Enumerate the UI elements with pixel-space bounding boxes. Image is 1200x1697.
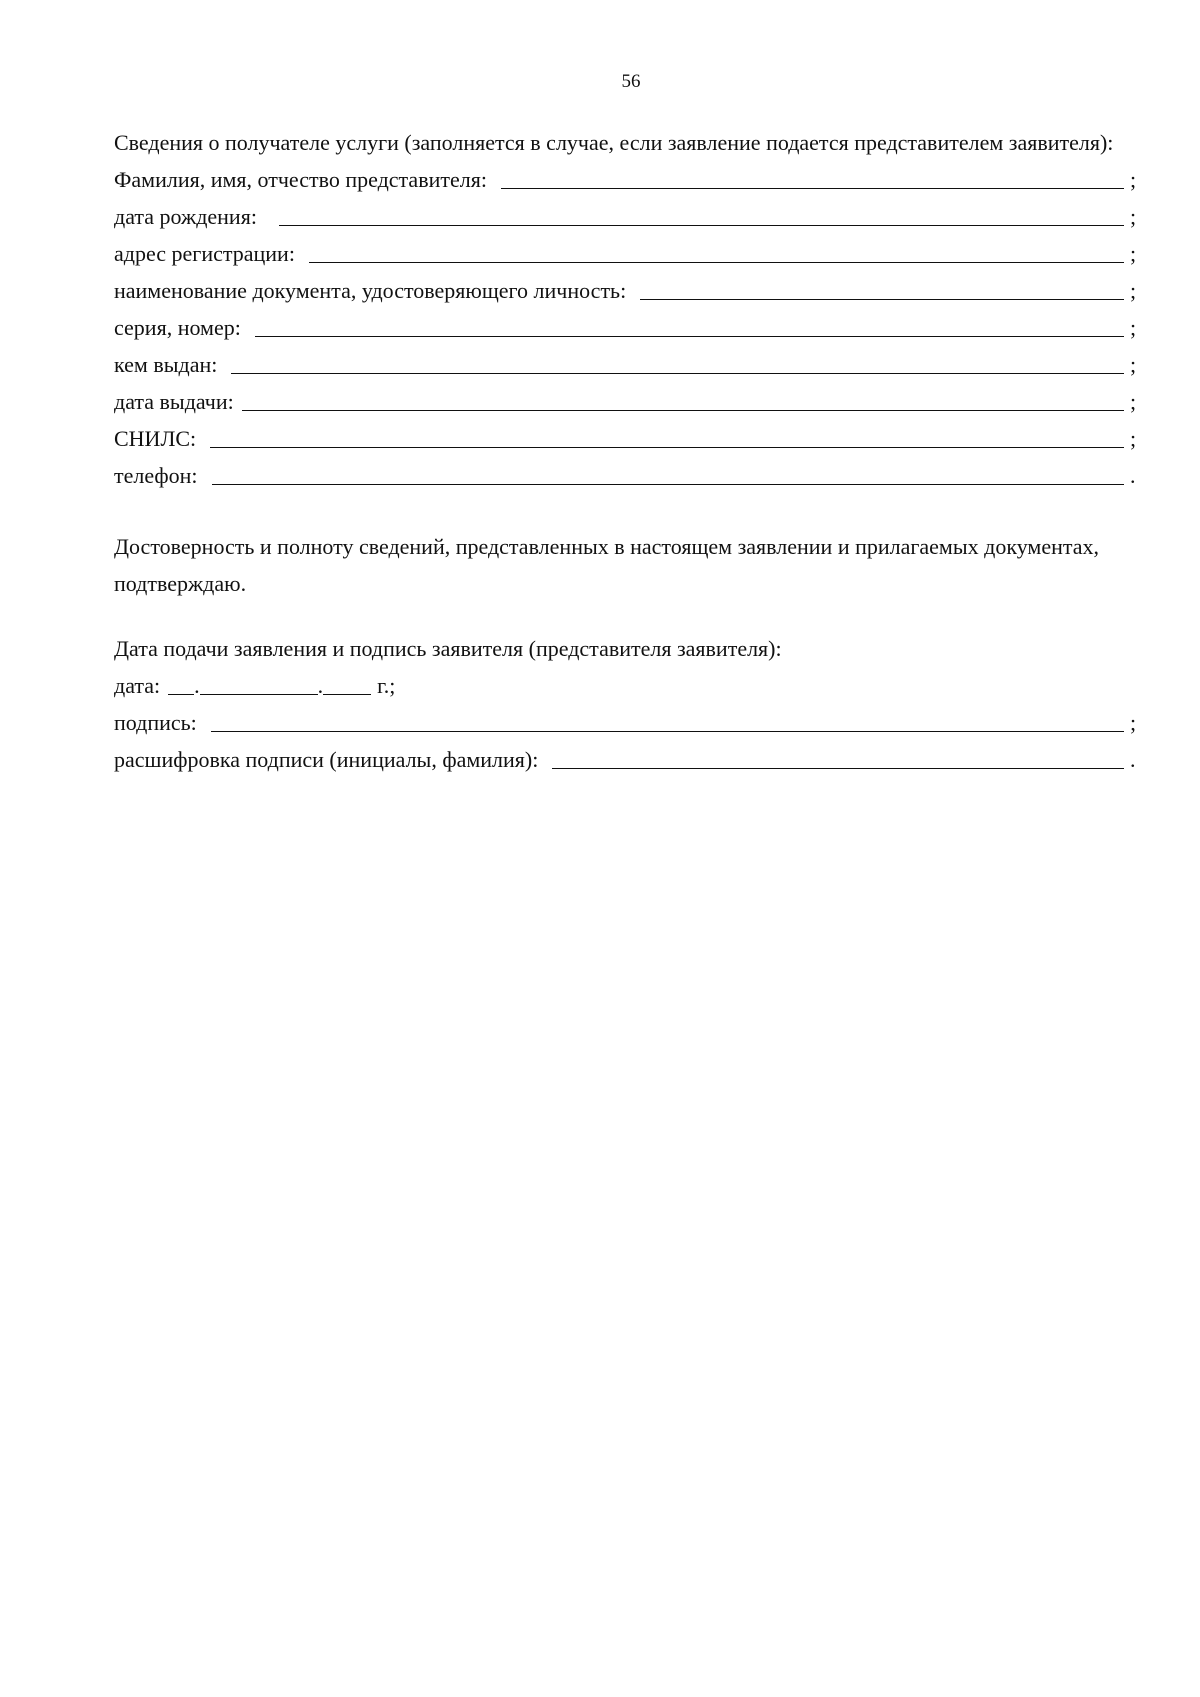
- confirmation-text: Достоверность и полноту сведений, представленных в настоящем заявлении и прилагаемых документах, подтверждаю.: [114, 534, 1100, 596]
- field-end: ;: [1130, 389, 1137, 414]
- date-month-field[interactable]: [200, 694, 318, 695]
- field-label: адрес регистрации:: [114, 241, 295, 266]
- field-issued-by: [114, 346, 1140, 383]
- field-label: дата выдачи:: [114, 389, 234, 414]
- date-suffix: г.;: [377, 673, 396, 698]
- field-label: СНИЛС:: [114, 426, 197, 451]
- date-year-field[interactable]: [323, 694, 371, 695]
- field-end: ;: [1130, 241, 1137, 266]
- field-label: телефон:: [114, 463, 198, 488]
- date-day-field[interactable]: [168, 694, 194, 695]
- field-issue-date: [114, 383, 1140, 420]
- issued-by-field[interactable]: [231, 373, 1124, 374]
- field-signature-decryption: [114, 741, 1140, 778]
- field-id-document: [114, 272, 1140, 309]
- page-number: 56: [621, 71, 641, 92]
- intro-text: Сведения о получателе услуги (заполняется в случае, если заявление подается представителем заявителя):: [114, 130, 1114, 155]
- field-end: .: [1130, 747, 1136, 772]
- issue-date-field[interactable]: [242, 410, 1124, 411]
- signature-heading: Дата подачи заявления и подпись заявителя (представителя заявителя):: [114, 636, 782, 661]
- field-end: .: [1130, 463, 1136, 488]
- series-number-field[interactable]: [255, 336, 1124, 337]
- field-end: ;: [1130, 352, 1137, 377]
- id-document-field[interactable]: [640, 299, 1124, 300]
- field-phone: [114, 457, 1140, 494]
- field-birth-date: [114, 198, 1140, 235]
- field-end: ;: [1130, 426, 1137, 451]
- date-label: дата:: [114, 673, 161, 698]
- field-label: наименование документа, удостоверяющего личность:: [114, 278, 627, 303]
- snils-field[interactable]: [210, 447, 1124, 448]
- field-snils: [114, 420, 1140, 457]
- field-label: расшифровка подписи (инициалы, фамилия):: [114, 747, 539, 772]
- field-end: ;: [1130, 204, 1137, 229]
- field-label: Фамилия, имя, отчество представителя:: [114, 167, 487, 192]
- field-registration-address: [114, 235, 1140, 272]
- field-label: дата рождения:: [114, 204, 257, 229]
- representative-name-field[interactable]: [501, 188, 1124, 189]
- spacer: [114, 602, 1140, 630]
- field-end: ;: [1130, 315, 1137, 340]
- form-content: [114, 124, 1140, 778]
- date-line: [114, 667, 1140, 704]
- field-label: кем выдан:: [114, 352, 218, 377]
- signature-decryption-field[interactable]: [552, 768, 1124, 769]
- registration-address-field[interactable]: [309, 262, 1124, 263]
- signature-field[interactable]: [211, 731, 1124, 732]
- field-representative-name: [114, 161, 1140, 198]
- field-end: ;: [1130, 278, 1137, 303]
- spacer: [114, 494, 1140, 528]
- date-separator: .: [194, 673, 200, 698]
- field-series-number: [114, 309, 1140, 346]
- field-end: ;: [1130, 167, 1137, 192]
- phone-field[interactable]: [212, 484, 1124, 485]
- field-end: ;: [1130, 710, 1137, 735]
- date-separator: .: [317, 673, 324, 698]
- field-label: подпись:: [114, 710, 197, 735]
- field-signature: [114, 704, 1140, 741]
- birth-date-field[interactable]: [279, 225, 1124, 226]
- field-label: серия, номер:: [114, 315, 241, 340]
